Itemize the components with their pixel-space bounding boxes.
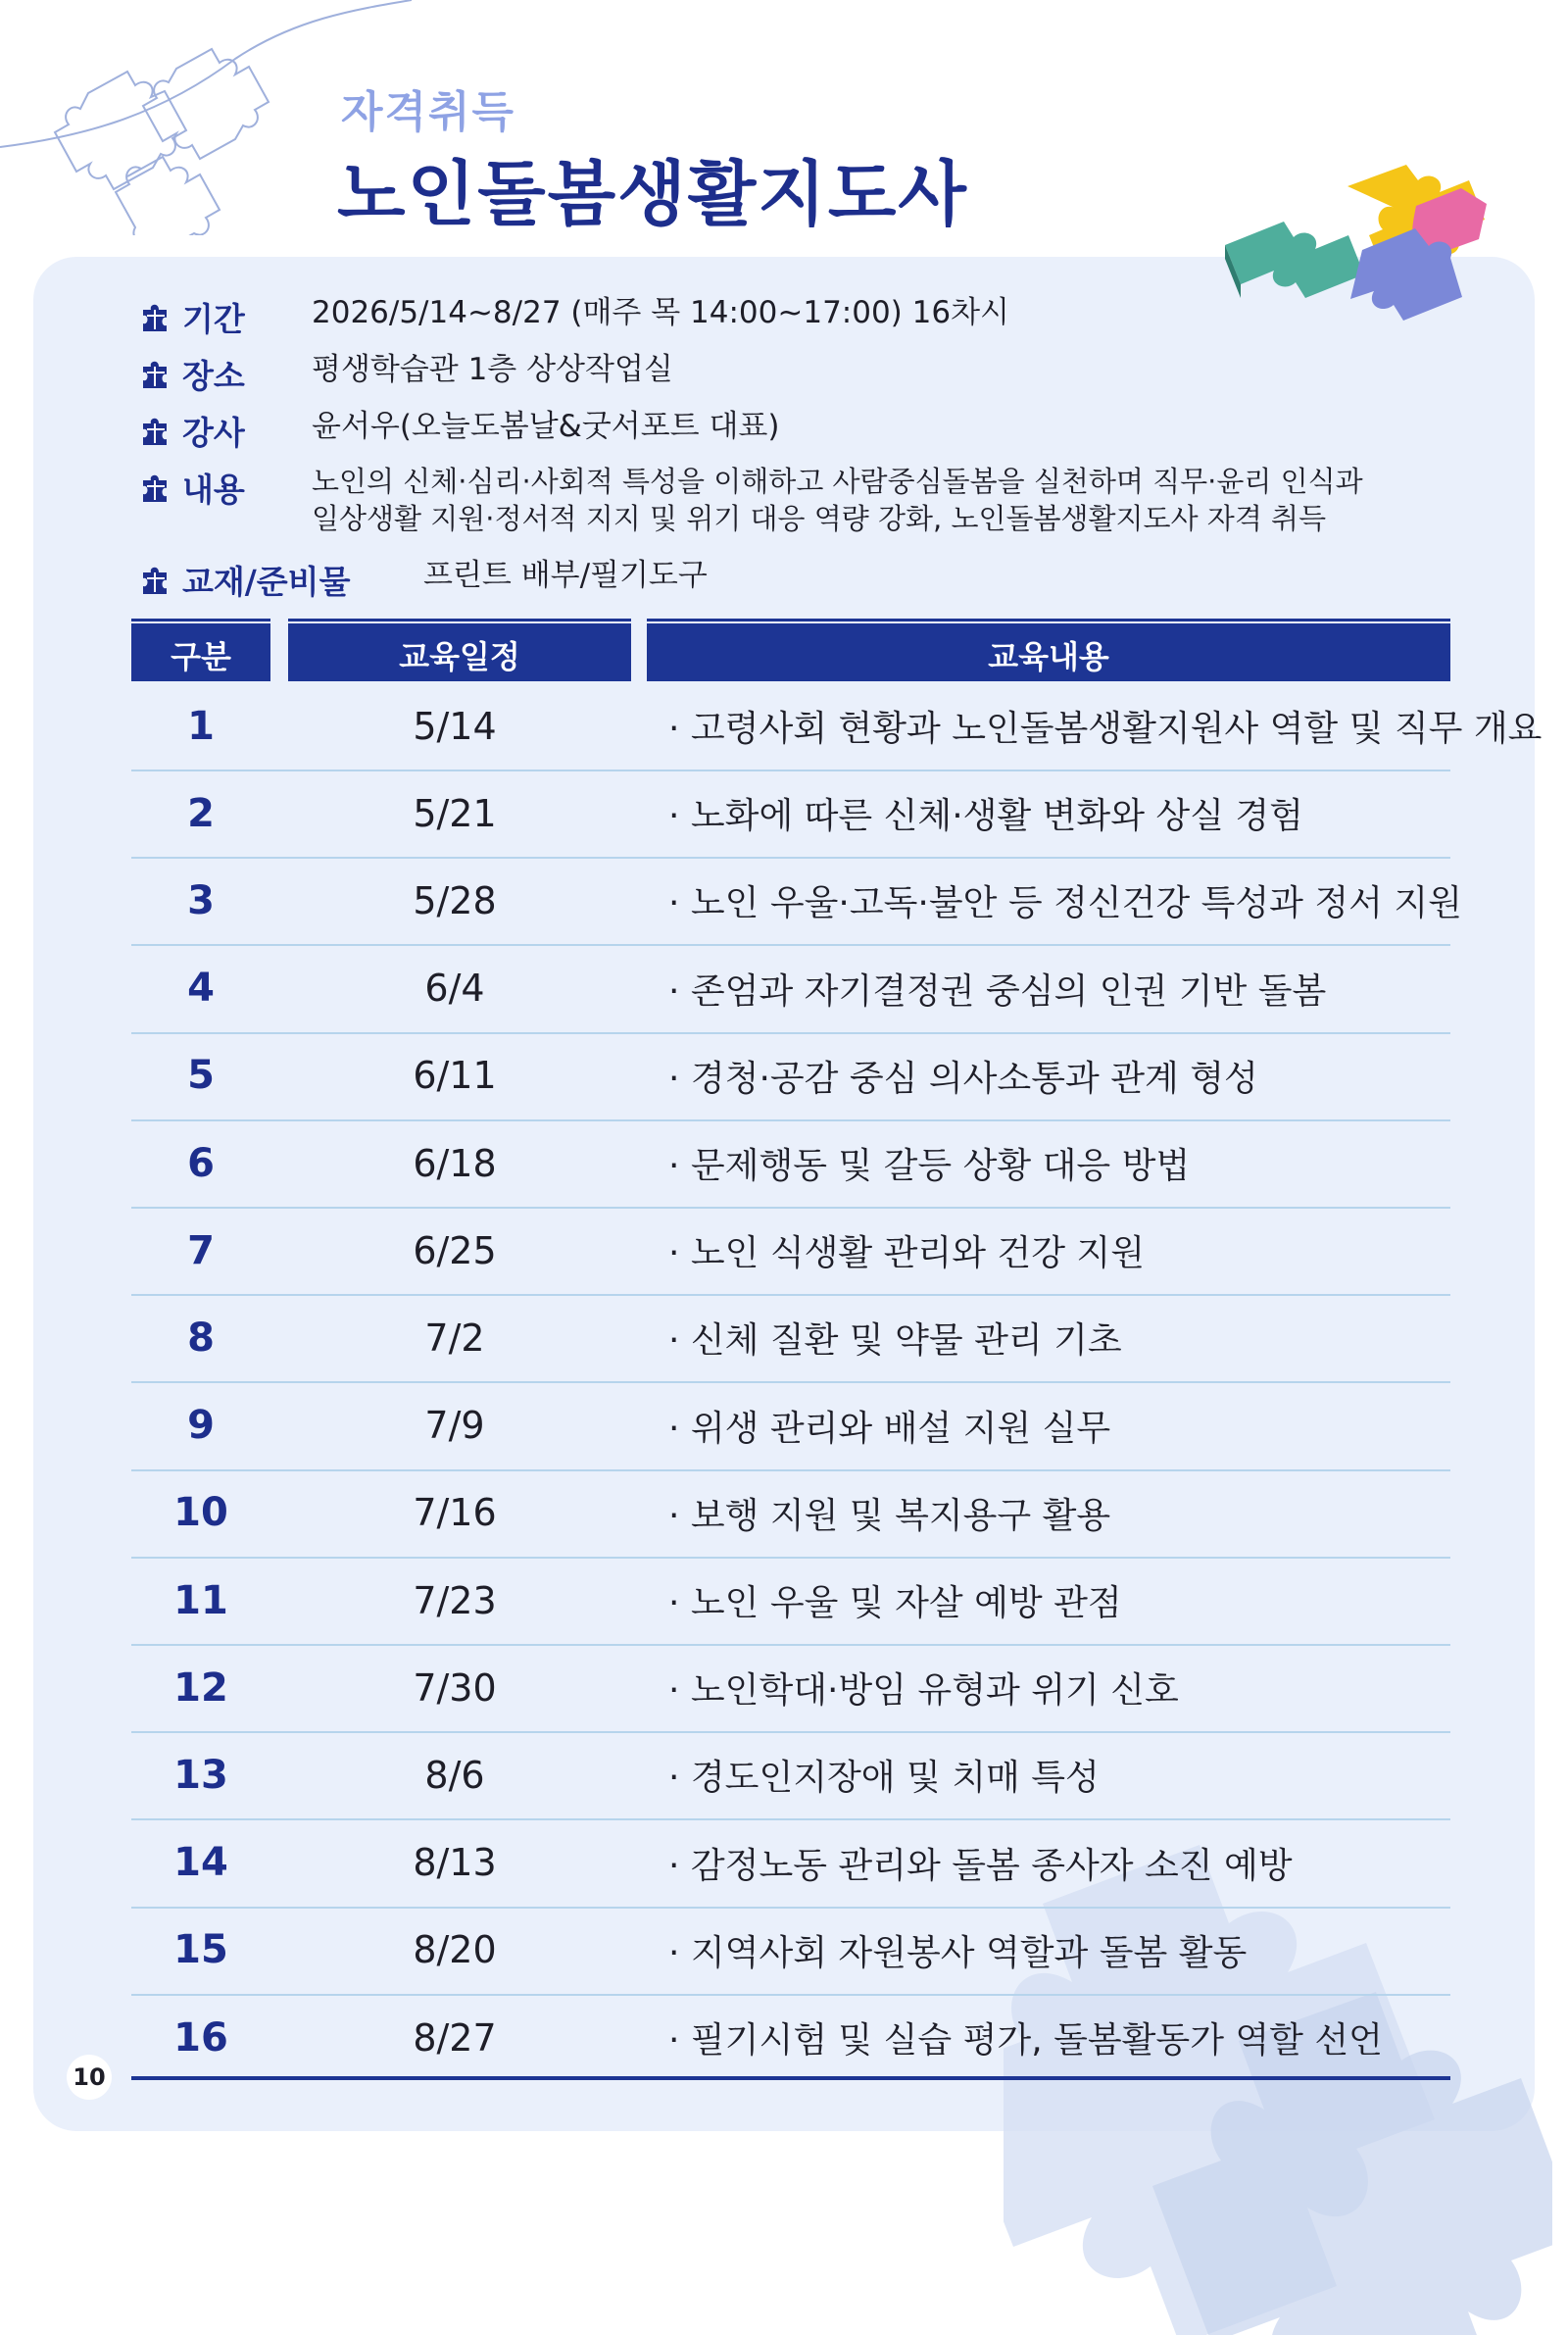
session-number: 9 bbox=[187, 1403, 215, 1449]
puzzle-icon bbox=[139, 298, 172, 331]
table-row bbox=[131, 1819, 1450, 1909]
session-content: · 위생 관리와 배설 지원 실무 bbox=[668, 1408, 1111, 1449]
puzzle-icon bbox=[139, 412, 172, 445]
session-date: 6/25 bbox=[413, 1228, 497, 1272]
session-date: 7/16 bbox=[413, 1491, 497, 1535]
session-date: 7/30 bbox=[413, 1665, 497, 1710]
info-row-instructor bbox=[139, 408, 245, 454]
table-row bbox=[131, 1119, 1450, 1209]
session-content: · 감정노동 관리와 돌봄 종사자 소진 예방 bbox=[668, 1845, 1293, 1886]
session-number: 5 bbox=[187, 1053, 215, 1099]
info-value-instructor: 윤서우(오늘도봄날&굿서포트 대표) bbox=[312, 409, 780, 444]
table-row bbox=[131, 1032, 1450, 1121]
table-row bbox=[131, 1644, 1450, 1733]
info-row-materials bbox=[139, 557, 350, 603]
session-number: 4 bbox=[187, 966, 215, 1012]
session-date: 5/28 bbox=[413, 878, 497, 922]
session-date: 6/18 bbox=[413, 1141, 497, 1185]
info-label-place: 장소 bbox=[182, 357, 245, 395]
info-value-period: 2026/5/14~8/27 (매주 목 14:00~17:00) 16차시 bbox=[312, 295, 1009, 330]
table-row bbox=[131, 1994, 1450, 2081]
session-number: 16 bbox=[173, 2014, 228, 2061]
info-label-content: 내용 bbox=[182, 471, 245, 509]
table-row bbox=[131, 770, 1450, 859]
session-number: 15 bbox=[173, 1927, 228, 1973]
puzzle-icon bbox=[139, 469, 172, 502]
session-content: · 고령사회 현황과 노인돌봄생활지원사 역할 및 직무 개요 bbox=[668, 709, 1543, 749]
info-value-content-line2: 일상생활 지원·정서적 지지 및 위기 대응 역량 강화, 노인돌봄생활지도사 자격 취득 bbox=[312, 502, 1327, 535]
category-label: 자격취득 bbox=[341, 87, 516, 137]
session-date: 5/14 bbox=[413, 704, 497, 748]
session-number: 10 bbox=[173, 1490, 228, 1536]
session-content: · 노인 우울 및 자살 예방 관점 bbox=[668, 1583, 1122, 1623]
puzzle-icon bbox=[139, 561, 172, 594]
session-number: 2 bbox=[187, 790, 215, 836]
info-row-content bbox=[139, 465, 245, 511]
session-content: · 신체 질환 및 약물 관리 기초 bbox=[668, 1320, 1122, 1362]
session-content: · 노인학대·방임 유형과 위기 신호 bbox=[668, 1670, 1179, 1712]
session-date: 8/6 bbox=[424, 1753, 485, 1797]
session-number: 14 bbox=[173, 1840, 228, 1886]
session-content: · 지역사회 자원봉사 역할과 돌봄 활동 bbox=[668, 1932, 1248, 1973]
info-value-place: 평생학습관 1층 상상작업실 bbox=[312, 352, 673, 387]
session-date: 8/27 bbox=[413, 2015, 497, 2060]
table-header-content: 교육내용 bbox=[647, 623, 1450, 681]
puzzle-icon bbox=[139, 355, 172, 388]
table-row bbox=[131, 945, 1450, 1034]
session-number: 11 bbox=[173, 1577, 228, 1623]
session-date: 6/11 bbox=[413, 1054, 497, 1098]
info-value-content-line1: 노인의 신체·심리·사회적 특성을 이해하고 사람중심돌봄을 실천하며 직무·윤리 인식과 bbox=[312, 465, 1363, 498]
session-content: · 경도인지장애 및 치매 특성 bbox=[668, 1758, 1100, 1799]
session-content: · 보행 지원 및 복지용구 활용 bbox=[668, 1495, 1111, 1536]
session-content: · 필기시험 및 실습 평가, 돌봄활동가 역할 선언 bbox=[668, 2020, 1383, 2061]
session-date: 7/9 bbox=[424, 1404, 485, 1448]
session-date: 7/2 bbox=[424, 1316, 485, 1360]
session-content: · 존엄과 자기결정권 중심의 인권 기반 돌봄 bbox=[668, 970, 1327, 1012]
table-row bbox=[131, 1294, 1450, 1383]
session-content: · 노인 식생활 관리와 건강 지원 bbox=[668, 1233, 1145, 1274]
table-row bbox=[131, 1557, 1450, 1646]
session-number: 13 bbox=[173, 1752, 228, 1798]
table-bottom-rule bbox=[131, 2076, 1450, 2080]
info-row-period bbox=[139, 294, 245, 340]
table-row bbox=[131, 1731, 1450, 1820]
session-number: 3 bbox=[187, 877, 215, 923]
session-date: 8/13 bbox=[413, 1841, 497, 1885]
table-header-date: 교육일정 bbox=[288, 623, 631, 681]
table-row bbox=[131, 1907, 1450, 1996]
session-date: 6/4 bbox=[424, 967, 485, 1011]
session-number: 1 bbox=[187, 703, 215, 749]
table-row bbox=[131, 682, 1543, 771]
info-value-materials: 프린트 배부/필기도구 bbox=[423, 558, 708, 593]
session-date: 8/20 bbox=[413, 1928, 497, 1972]
session-content: · 문제행동 및 갈등 상황 대응 방법 bbox=[668, 1146, 1191, 1186]
session-number: 8 bbox=[187, 1315, 215, 1361]
session-number: 6 bbox=[187, 1140, 215, 1186]
session-date: 7/23 bbox=[413, 1578, 497, 1622]
session-content: · 경청·공감 중심 의사소통과 관계 형성 bbox=[668, 1058, 1258, 1099]
info-label-instructor: 강사 bbox=[182, 414, 245, 452]
page-number: 10 bbox=[67, 2055, 112, 2100]
table-header-no: 구분 bbox=[131, 623, 270, 681]
info-label-period: 기간 bbox=[182, 300, 245, 338]
session-date: 5/21 bbox=[413, 791, 497, 835]
table-row bbox=[131, 857, 1462, 946]
session-content: · 노화에 따른 신체·생활 변화와 상실 경험 bbox=[668, 796, 1303, 837]
session-number: 12 bbox=[173, 1664, 228, 1711]
info-label-materials: 교재/준비물 bbox=[182, 563, 351, 601]
session-content: · 노인 우울·고독·불안 등 정신건강 특성과 정서 지원 bbox=[668, 883, 1462, 924]
table-row bbox=[131, 1469, 1450, 1559]
page-title: 노인돌봄생활지도사 bbox=[337, 153, 968, 235]
colored-puzzle-pieces-decoration bbox=[1215, 157, 1509, 323]
table-row bbox=[131, 1382, 1450, 1471]
table-row bbox=[131, 1207, 1450, 1296]
session-number: 7 bbox=[187, 1227, 215, 1273]
info-row-place bbox=[139, 351, 245, 397]
